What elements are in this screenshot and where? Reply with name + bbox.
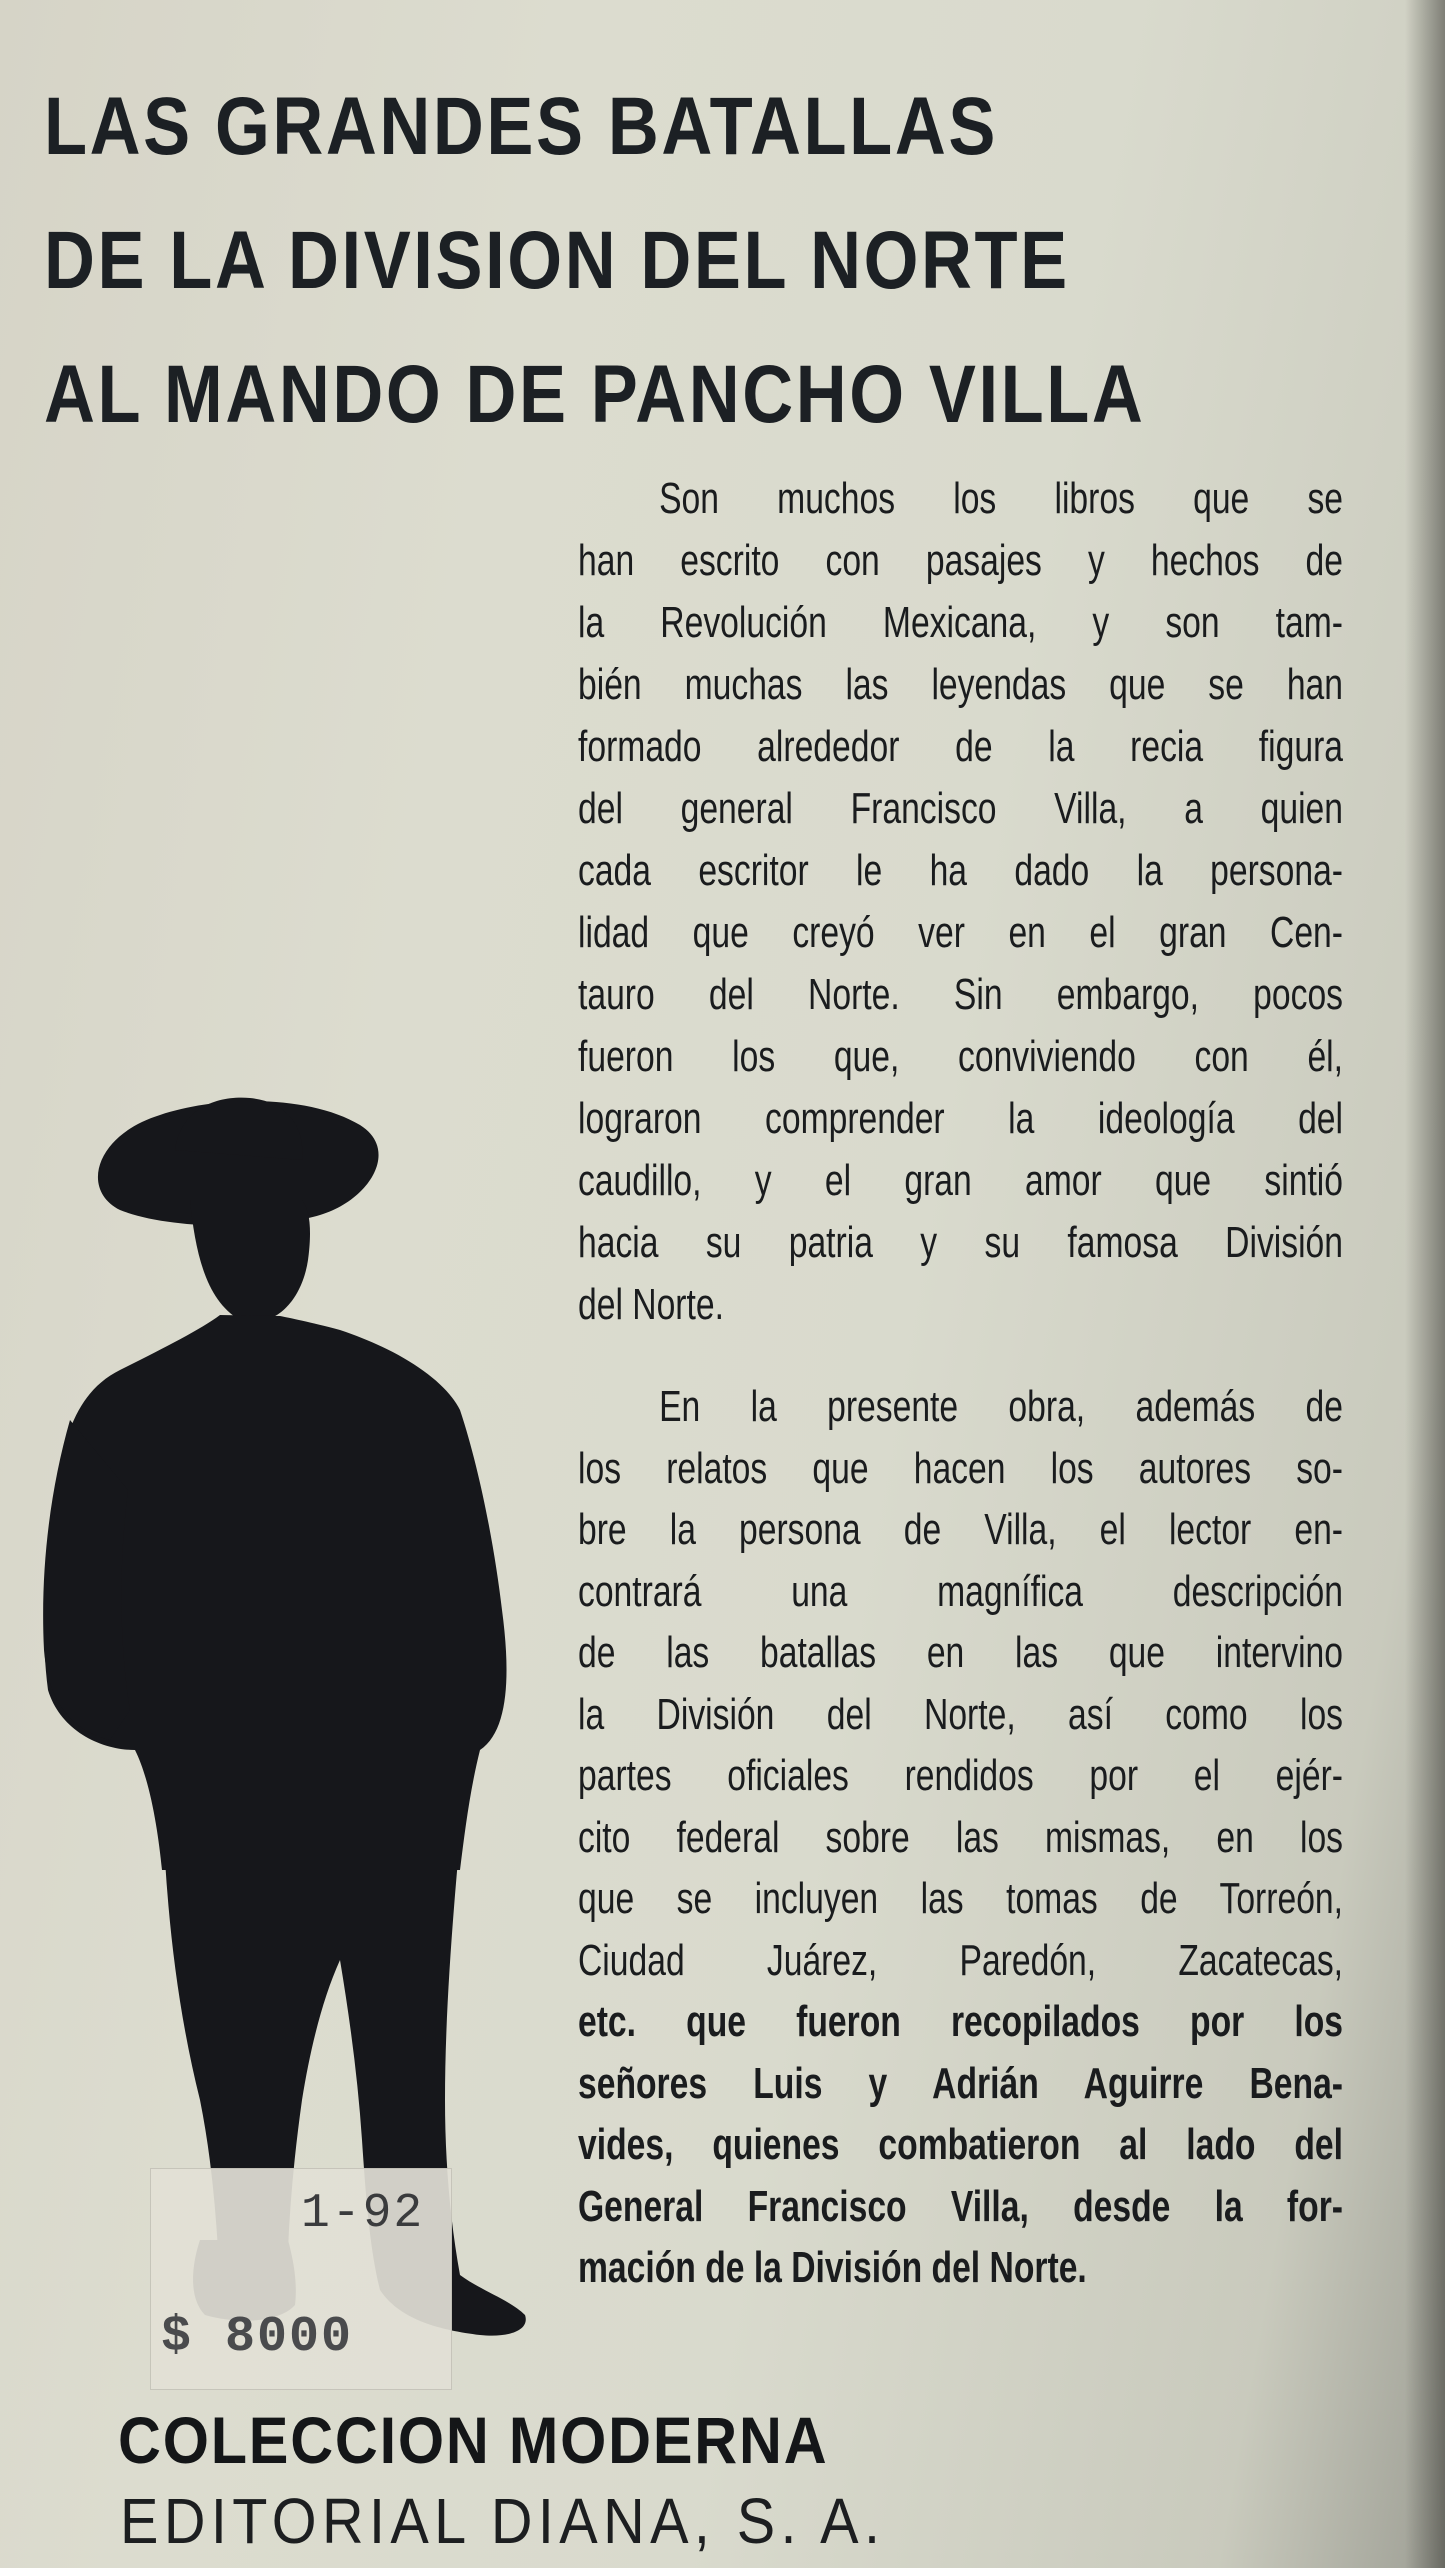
- text-line: General Francisco Villa, desde la for-: [578, 2181, 1343, 2231]
- text-line: cada escritor le ha dado la persona-: [578, 846, 1343, 895]
- text-line: fueron los que, conviviendo con él,: [578, 1032, 1343, 1081]
- title-line: DE LA DIVISION DEL NORTE: [44, 215, 1070, 306]
- text-line: los relatos que hacen los autores so-: [578, 1443, 1343, 1493]
- text-line: del general Francisco Villa, a quien: [578, 784, 1343, 833]
- title-line: AL MANDO DE PANCHO VILLA: [44, 349, 1146, 440]
- text-line: Son muchos los libros que se: [659, 474, 1343, 523]
- text-line: que se incluyen las tomas de Torreón,: [578, 1874, 1343, 1923]
- text-line: vides, quienes combatieron al lado del: [578, 2120, 1343, 2169]
- text-line: señores Luis y Adrián Aguirre Bena-: [578, 2058, 1343, 2108]
- sticker-code: 1-92: [301, 2187, 425, 2241]
- text-line: bién muchas las leyendas que se han: [578, 660, 1343, 709]
- price-sticker: [150, 2168, 452, 2390]
- text-line: bre la persona de Villa, el lector en-: [578, 1505, 1343, 1554]
- text-line: Ciudad Juárez, Paredón, Zacatecas,: [578, 1935, 1343, 1985]
- text-line: cito federal sobre las mismas, en los: [578, 1812, 1343, 1862]
- synopsis-text: [578, 468, 1343, 2299]
- publisher-name: EDITORIAL DIANA, S. A.: [120, 2485, 886, 2557]
- text-line: lidad que creyó ver en el gran Cen-: [578, 908, 1343, 957]
- collection-name: COLECCION MODERNA: [118, 2403, 829, 2477]
- synopsis-paragraph-1: [578, 468, 1343, 1336]
- text-line: etc. que fueron recopilados por los: [578, 1997, 1343, 2046]
- text-line: contrará una magnífica descripción: [578, 1566, 1343, 1616]
- title-line: LAS GRANDES BATALLAS: [44, 81, 998, 172]
- text-line: caudillo, y el gran amor que sintió: [578, 1156, 1343, 1205]
- text-line: la Revolución Mexicana, y son tam-: [578, 598, 1343, 647]
- text-line: han escrito con pasajes y hechos de: [578, 536, 1343, 585]
- text-line: tauro del Norte. Sin embargo, pocos: [578, 970, 1343, 1019]
- head: [190, 1200, 310, 1322]
- sticker-price: $ 8000: [161, 2309, 354, 2366]
- synopsis-paragraph-2: [578, 1376, 1343, 2299]
- text-line: la División del Norte, así como los: [578, 1689, 1343, 1739]
- cover-title: [44, 60, 1145, 462]
- text-line: de las batallas en las que intervino: [578, 1628, 1343, 1677]
- text-line: partes oficiales rendidos por el ejér-: [578, 1751, 1343, 1800]
- text-line: lograron comprender la ideología del: [578, 1094, 1343, 1143]
- text-line: formado alrededor de la recia figura: [578, 722, 1343, 771]
- text-line: hacia su patria y su famosa División: [578, 1218, 1343, 1267]
- text-line: del Norte.: [578, 1280, 724, 1329]
- text-line: mación de la División del Norte.: [578, 2243, 1087, 2292]
- text-line: En la presente obra, además de: [659, 1382, 1343, 1431]
- page-edge-shadow: [1405, 0, 1445, 2568]
